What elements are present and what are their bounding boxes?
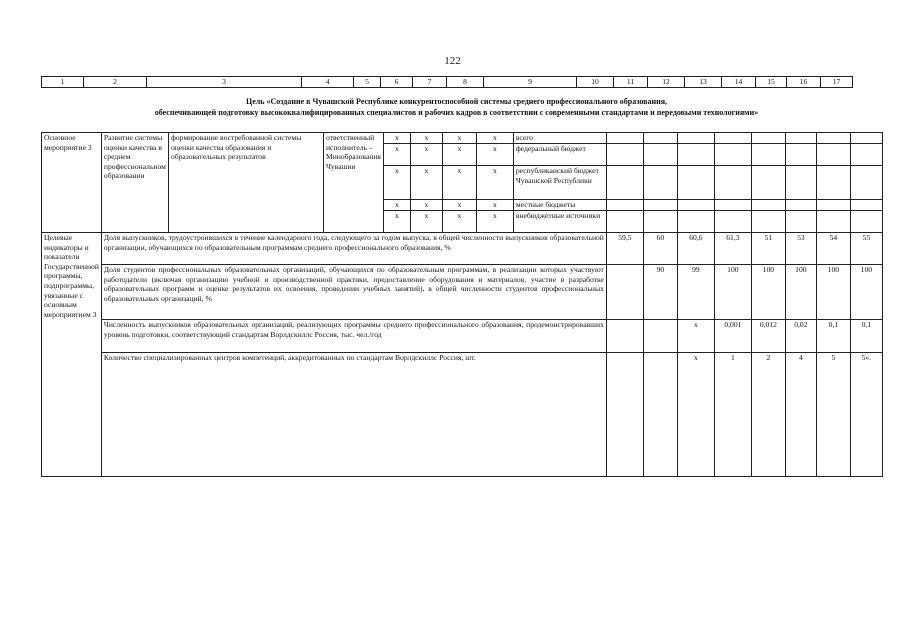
indicator-value: x bbox=[677, 320, 714, 353]
x-cell: x bbox=[442, 166, 476, 200]
indicator-value bbox=[643, 320, 677, 353]
indicator-value: 0,012 bbox=[751, 320, 785, 353]
indicator-value bbox=[606, 320, 643, 353]
x-cell: x bbox=[410, 211, 442, 233]
indicator-value: 100 bbox=[714, 265, 751, 320]
x-cell: x bbox=[442, 144, 476, 166]
col-num: 12 bbox=[648, 77, 685, 88]
funding-source: внебюджетные источники bbox=[513, 211, 606, 233]
x-cell: x bbox=[442, 211, 476, 233]
col-num: 17 bbox=[821, 77, 853, 88]
indicator-value: 51 bbox=[751, 233, 785, 265]
indicator-value: 100 bbox=[850, 265, 882, 320]
indicator-value: 54 bbox=[816, 233, 850, 265]
indicator-value: 55 bbox=[850, 233, 882, 265]
indicator-text: Доля выпускников, трудоустроившихся в течение календарного года, следующего за годом выпуска, в общей численности выпускников образовательной организации, обучающихся по образовательным программам среднего профессионального образования, % bbox=[101, 233, 606, 265]
col-num: 10 bbox=[577, 77, 614, 88]
indicator-value: 1 bbox=[714, 353, 751, 477]
indicator-value: 61,3 bbox=[714, 233, 751, 265]
col-num: 7 bbox=[413, 77, 447, 88]
col-num: 14 bbox=[722, 77, 756, 88]
indicator-text: Доля студентов профессиональных образовательных организаций, обучающихся по образовательным программам, в реализации которых участвуют работодатели (включая организацию учебной и производственной практики, предоставление оборудования и материалов, участие в разработке образовательных программ и оценке результатов их освоения, проведении учебных занятий), в общей численности студентов профессиональных образовательных организаций, % bbox=[101, 265, 606, 320]
page-number: 122 bbox=[444, 55, 461, 67]
x-cell: x bbox=[383, 200, 410, 211]
funding-source: республиканский бюджет Чувашской Республики bbox=[513, 166, 606, 200]
indicator-value: 59,5 bbox=[606, 233, 643, 265]
col-num: 1 bbox=[42, 77, 84, 88]
col-num: 4 bbox=[302, 77, 354, 88]
col-num: 16 bbox=[787, 77, 821, 88]
event-result-cell: формирование востребованной системы оценки качества образования и образовательных результатов bbox=[168, 133, 323, 233]
col-num: 3 bbox=[147, 77, 302, 88]
indicator-value: x bbox=[677, 353, 714, 477]
indicators-label-cell: Целевые индикаторы и показатели Государственной программы, подпрограммы, увязанные с основным мероприятием 3 bbox=[42, 233, 102, 477]
event-type-cell: Основное мероприятие 3 bbox=[42, 133, 102, 233]
indicator-value: 99 bbox=[677, 265, 714, 320]
x-cell: x bbox=[476, 211, 513, 233]
col-num: 5 bbox=[354, 77, 381, 88]
col-num: 8 bbox=[447, 77, 484, 88]
col-num: 15 bbox=[756, 77, 787, 88]
goal-title-line-2: обеспечивающей подготовку высококвалифицированных специалистов и рабочих кадров в соответствии с современными стандартами и передовыми технологиями» bbox=[154, 107, 759, 117]
x-cell: x bbox=[442, 200, 476, 211]
x-cell: x bbox=[383, 144, 410, 166]
indicator-value: 5 bbox=[816, 353, 850, 477]
indicator-value: 90 bbox=[643, 265, 677, 320]
indicator-value: 0,1 bbox=[850, 320, 882, 353]
col-num: 2 bbox=[84, 77, 147, 88]
indicator-value: 60,6 bbox=[677, 233, 714, 265]
col-num: 9 bbox=[484, 77, 577, 88]
col-num: 11 bbox=[614, 77, 648, 88]
funding-source: местные бюджеты bbox=[513, 200, 606, 211]
x-cell: x bbox=[410, 144, 442, 166]
indicator-value: 0,02 bbox=[785, 320, 816, 353]
indicator-value bbox=[606, 265, 643, 320]
indicator-value: 0,1 bbox=[816, 320, 850, 353]
indicator-value: 100 bbox=[785, 265, 816, 320]
indicator-value: 0,001 bbox=[714, 320, 751, 353]
column-number-row bbox=[41, 76, 853, 88]
x-cell: x bbox=[476, 133, 513, 144]
indicator-value: 60 bbox=[643, 233, 677, 265]
indicator-value: 4 bbox=[785, 353, 816, 477]
funding-source: федеральный бюджет bbox=[513, 144, 606, 166]
indicator-value: 2 bbox=[751, 353, 785, 477]
x-cell: x bbox=[476, 166, 513, 200]
program-table bbox=[41, 132, 883, 477]
indicator-text: Количество специализированных центров компетенций, аккредитованных по стандартам Ворлдскиллс Россия, шт. bbox=[101, 353, 606, 477]
indicator-value bbox=[643, 353, 677, 477]
col-num: 13 bbox=[685, 77, 722, 88]
goal-title bbox=[41, 97, 872, 118]
x-cell: x bbox=[383, 133, 410, 144]
col-num: 6 bbox=[381, 77, 413, 88]
indicator-value bbox=[606, 353, 643, 477]
x-cell: x bbox=[383, 211, 410, 233]
x-cell: x bbox=[442, 133, 476, 144]
goal-title-line-1: Цель «Создание в Чувашской Республике конкурентоспособной системы среднего профессионального образования, bbox=[245, 97, 668, 106]
x-cell: x bbox=[476, 144, 513, 166]
indicator-text: Численность выпускников образовательных организаций, реализующих программы среднего профессионального образования, продемонстрировавших уровень подготовки, соответствующий стандартам Ворлдскиллс Россия, тыс. чел./год bbox=[101, 320, 606, 353]
indicator-value: 100 bbox=[751, 265, 785, 320]
indicator-value: 53 bbox=[785, 233, 816, 265]
event-name-cell: Развитие системы оценки качества в среднем профессиональном образовании bbox=[101, 133, 168, 233]
responsible-cell: ответственный исполнитель – Минобразования Чувашии bbox=[323, 133, 383, 233]
x-cell: x bbox=[410, 200, 442, 211]
x-cell: x bbox=[410, 166, 442, 200]
indicator-value: 5». bbox=[850, 353, 882, 477]
x-cell: x bbox=[410, 133, 442, 144]
x-cell: x bbox=[383, 166, 410, 200]
funding-source: всего bbox=[513, 133, 606, 144]
x-cell: x bbox=[476, 200, 513, 211]
indicator-value: 100 bbox=[816, 265, 850, 320]
